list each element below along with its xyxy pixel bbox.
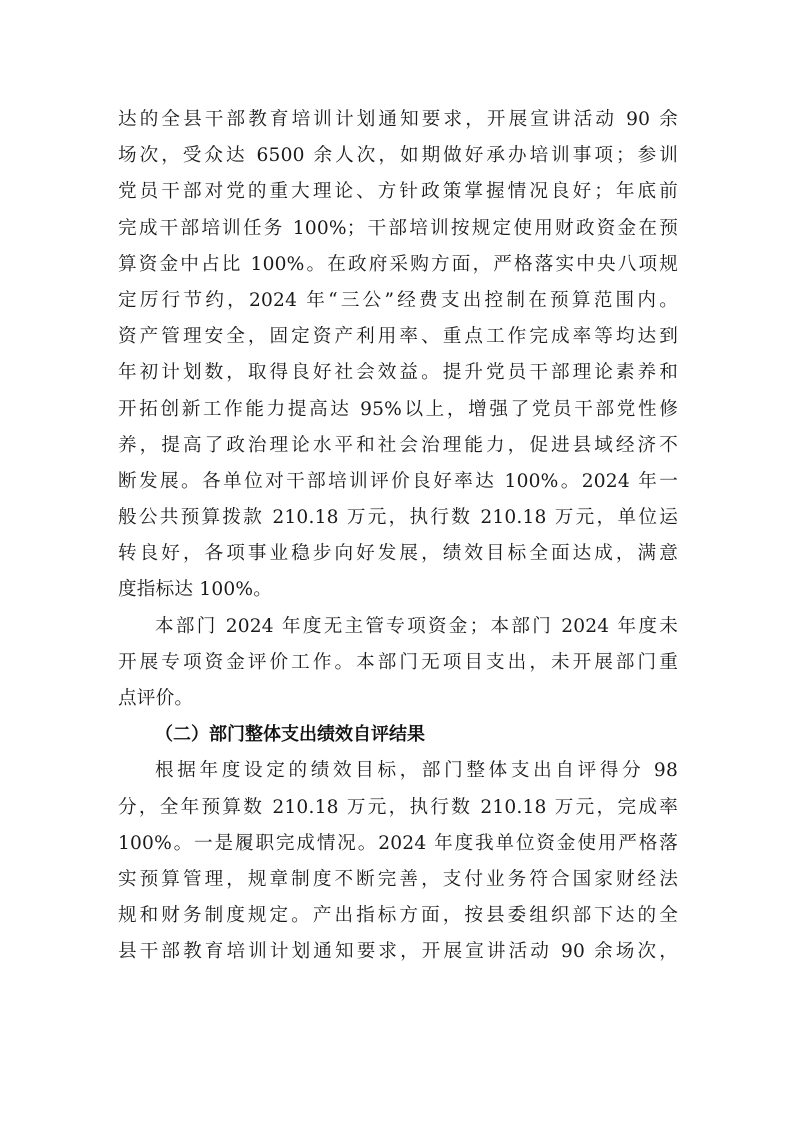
text-line: 般公共预算拨款 210.18 万元，执行数 210.18 万元，单位运 xyxy=(118,507,678,529)
paragraph-self-evaluation xyxy=(118,753,678,970)
text-line: 根据年度设定的绩效目标，部门整体支出自评得分 98 xyxy=(155,760,678,782)
text-line: 达的全县干部教育培训计划通知要求，开展宣讲活动 90 余 xyxy=(118,109,678,130)
text-line: 定厉行节约，2024 年“三公”经费支出控制在预算范围内。 xyxy=(118,289,678,311)
text-line: 完成干部培训任务 100%；干部培训按规定使用财政资金在预 xyxy=(118,217,678,239)
text-line: 党员干部对党的重大理论、方针政策掌握情况良好；年底前 xyxy=(118,181,678,203)
text-line: 算资金中占比 100%。在政府采购方面，严格落实中央八项规 xyxy=(118,253,678,275)
text-line: 度指标达 100%。 xyxy=(118,579,273,601)
paragraph-performance-summary xyxy=(118,102,678,609)
text-line: 县干部教育培训计划通知要求，开展宣讲活动 90 余场次， xyxy=(118,941,678,963)
text-line: 养，提高了政治理论水平和社会治理能力，促进县域经济不 xyxy=(118,434,678,456)
text-line: 100%。一是履职完成情况。2024 年度我单位资金使用严格落 xyxy=(118,832,678,854)
text-line: 场次，受众达 6500 余人次，如期做好承办培训事项；参训 xyxy=(118,145,678,167)
text-line: 实预算管理，规章制度不断完善，支付业务符合国家财经法 xyxy=(118,868,678,890)
text-line: 规和财务制度规定。产出指标方面，按县委组织部下达的全 xyxy=(118,905,678,927)
text-line: 分，全年预算数 210.18 万元，执行数 210.18 万元，完成率 xyxy=(118,796,678,818)
text-line: 资产管理安全，固定资产利用率、重点工作完成率等均达到 xyxy=(118,326,678,348)
text-line: 本部门 2024 年度无主管专项资金；本部门 2024 年度未 xyxy=(155,615,678,637)
section-heading: （二）部门整体支出绩效自评结果 xyxy=(155,724,425,746)
text-line: 点评价。 xyxy=(118,688,194,709)
paragraph-special-funds xyxy=(118,609,678,718)
text-line: 断发展。各单位对干部培训评价良好率达 100%。2024 年一 xyxy=(118,470,678,492)
text-line: 转良好，各项事业稳步向好发展，绩效目标全面达成，满意 xyxy=(118,543,678,565)
text-line: 开拓创新工作能力提高达 95%以上，增强了党员干部党性修 xyxy=(118,398,678,420)
text-line: 年初计划数，取得良好社会效益。提升党员干部理论素养和 xyxy=(118,362,678,384)
text-line: 开展专项资金评价工作。本部门无项目支出，未开展部门重 xyxy=(118,651,678,673)
document-body xyxy=(118,102,678,971)
